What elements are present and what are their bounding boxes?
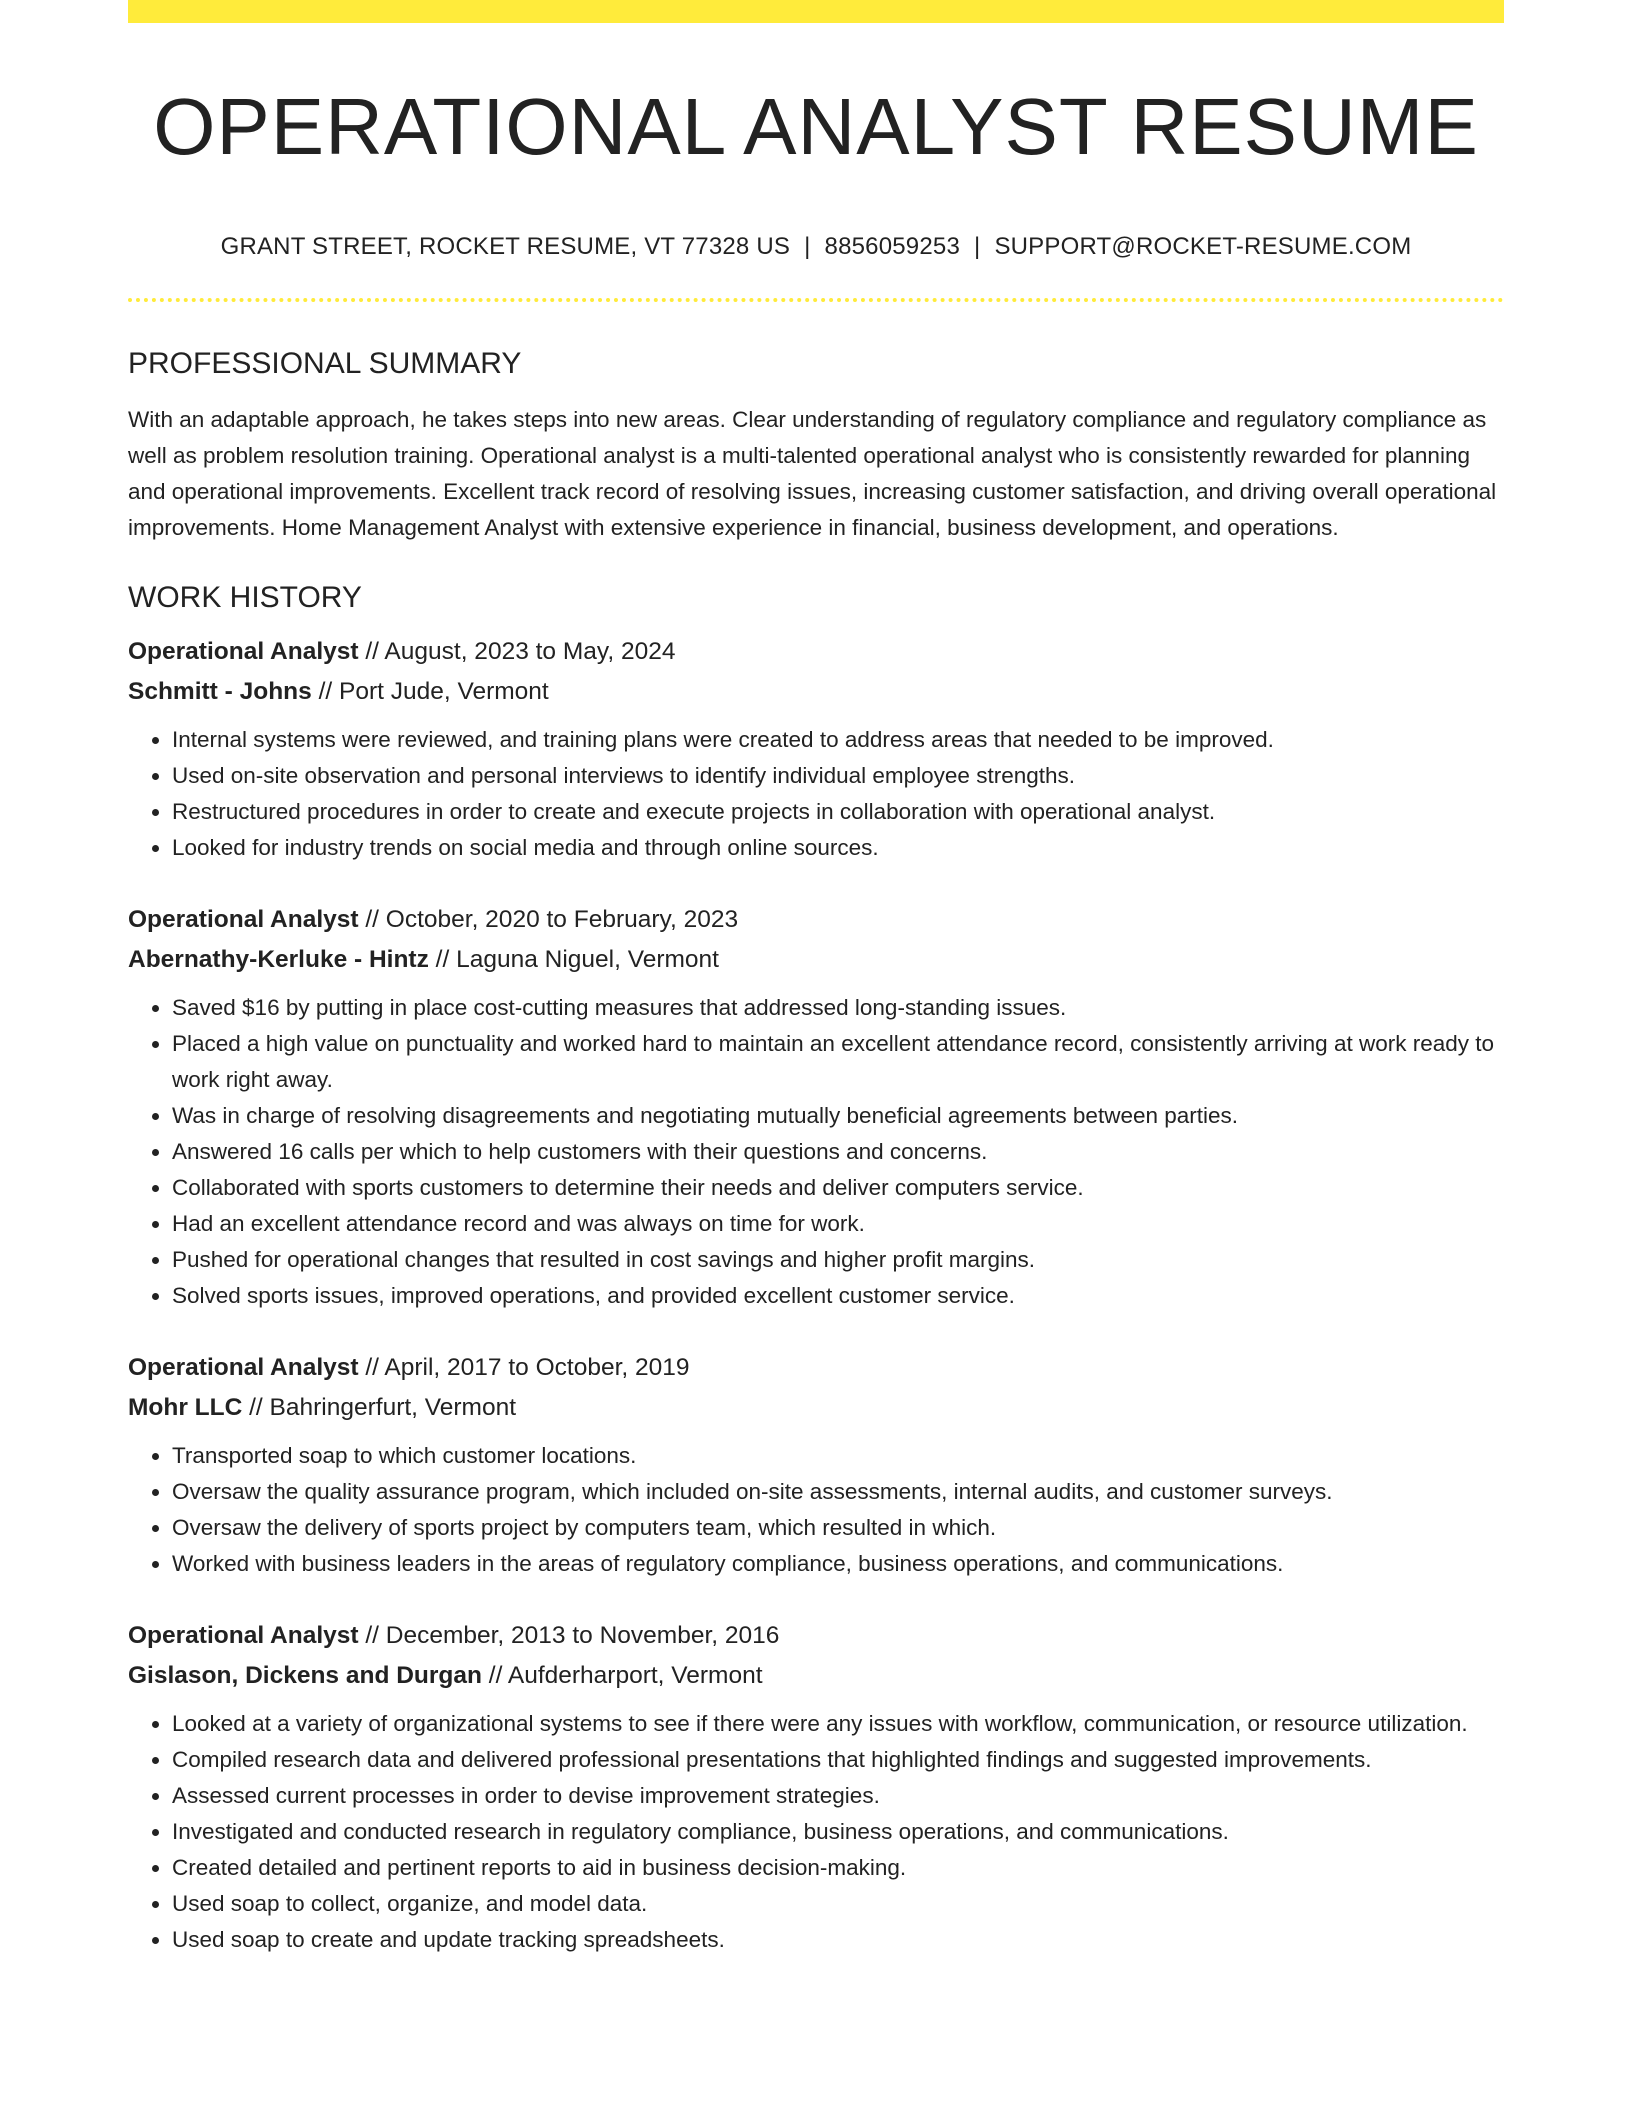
- job-dates: // December, 2013 to November, 2016: [358, 1622, 780, 1649]
- job-bullet: • Worked with business leaders in the areas of regulatory compliance, business operations, and communications.: [172, 1546, 1504, 1582]
- job-location: // Port Jude, Vermont: [311, 678, 549, 705]
- job-bullets: [128, 1706, 1504, 1958]
- job-bullet: • Transported soap to which customer locations.: [172, 1438, 1504, 1474]
- job-location: // Bahringerfurt, Vermont: [242, 1394, 517, 1421]
- job-company: Mohr LLC: [128, 1394, 243, 1421]
- job-company-line: [128, 1388, 1504, 1428]
- job-bullet: • Used on-site observation and personal interviews to identify individual employee strengths.: [172, 758, 1504, 794]
- contact-address: GRANT STREET, ROCKET RESUME, VT 77328 US: [220, 233, 791, 260]
- job-location: // Laguna Niguel, Vermont: [428, 946, 719, 973]
- dotted-divider: [128, 298, 1504, 302]
- contact-phone: 8856059253: [824, 233, 960, 260]
- job-title-line: [128, 632, 1504, 672]
- job-bullet: • Was in charge of resolving disagreements and negotiating mutually beneficial agreements between parties.: [172, 1098, 1504, 1134]
- job-bullet: • Oversaw the delivery of sports project by computers team, which resulted in which.: [172, 1510, 1504, 1546]
- job-bullet: • Assessed current processes in order to devise improvement strategies.: [172, 1778, 1504, 1814]
- job-title-line: [128, 900, 1504, 940]
- job-entry: [128, 900, 1504, 1314]
- job-title: Operational Analyst: [128, 1622, 359, 1649]
- job-company: Schmitt - Johns: [128, 678, 312, 705]
- contact-line: [128, 233, 1504, 261]
- job-company-line: [128, 940, 1504, 980]
- job-bullet: • Pushed for operational changes that resulted in cost savings and higher profit margins.: [172, 1242, 1504, 1278]
- job-title-line: [128, 1348, 1504, 1388]
- summary-heading: PROFESSIONAL SUMMARY: [128, 347, 522, 380]
- job-bullet: • Used soap to create and update tracking spreadsheets.: [172, 1922, 1504, 1958]
- job-dates: // April, 2017 to October, 2019: [358, 1354, 690, 1381]
- job-bullets: [128, 1438, 1504, 1582]
- job-title: Operational Analyst: [128, 906, 359, 933]
- job-bullet: • Collaborated with sports customers to determine their needs and deliver computers service.: [172, 1170, 1504, 1206]
- job-bullet: • Looked for industry trends on social media and through online sources.: [172, 830, 1504, 866]
- job-entry: [128, 1616, 1504, 1958]
- summary-text: With an adaptable approach, he takes steps into new areas. Clear understanding of regulatory compliance and regulatory compliance as well as problem resolution training. Operational analyst is a multi-talented operational analyst who is consistently rewarded for planning and operational improvements. Excellent track record of resolving issues, increasing customer satisfaction, and driving overall operational improvements. Home Management Analyst with extensive experience in financial, business development, and operations.: [128, 407, 1497, 540]
- job-bullet: • Internal systems were reviewed, and training plans were created to address areas that needed to be improved.: [172, 722, 1504, 758]
- job-dates: // August, 2023 to May, 2024: [358, 638, 676, 665]
- job-bullet: • Investigated and conducted research in regulatory compliance, business operations, and communications.: [172, 1814, 1504, 1850]
- resume-title: OPERATIONAL ANALYST RESUME: [153, 82, 1479, 171]
- job-title-line: [128, 1616, 1504, 1656]
- contact-separator: |: [974, 233, 981, 260]
- job-bullet: • Answered 16 calls per which to help customers with their questions and concerns.: [172, 1134, 1504, 1170]
- work-history-heading: WORK HISTORY: [128, 581, 362, 614]
- job-title: Operational Analyst: [128, 1354, 359, 1381]
- contact-email: SUPPORT@ROCKET-RESUME.COM: [994, 233, 1412, 260]
- job-company: Gislason, Dickens and Durgan: [128, 1662, 482, 1689]
- job-bullet: • Saved $16 by putting in place cost-cutting measures that addressed long-standing issues.: [172, 990, 1504, 1026]
- accent-top-bar: [128, 0, 1504, 23]
- job-bullet: • Placed a high value on punctuality and worked hard to maintain an excellent attendance record, consistently arriving at work ready to work right away.: [172, 1026, 1504, 1098]
- job-company-line: [128, 1656, 1504, 1696]
- contact-separator: |: [804, 233, 811, 260]
- job-bullet: • Compiled research data and delivered professional presentations that highlighted findings and suggested improvements.: [172, 1742, 1504, 1778]
- job-bullet: • Restructured procedures in order to create and execute projects in collaboration with operational analyst.: [172, 794, 1504, 830]
- job-bullet: • Created detailed and pertinent reports to aid in business decision-making.: [172, 1850, 1504, 1886]
- job-bullet: • Solved sports issues, improved operations, and provided excellent customer service.: [172, 1278, 1504, 1314]
- job-location: // Aufderharport, Vermont: [481, 1662, 763, 1689]
- resume-page: [128, 0, 1504, 1958]
- job-entry: [128, 632, 1504, 866]
- job-company-line: [128, 672, 1504, 712]
- job-bullet: • Had an excellent attendance record and was always on time for work.: [172, 1206, 1504, 1242]
- job-bullets: [128, 722, 1504, 866]
- job-company: Abernathy-Kerluke - Hintz: [128, 946, 429, 973]
- job-bullet: • Looked at a variety of organizational systems to see if there were any issues with workflow, communication, or resource utilization.: [172, 1706, 1504, 1742]
- job-bullet: • Oversaw the quality assurance program, which included on-site assessments, internal audits, and customer surveys.: [172, 1474, 1504, 1510]
- job-dates: // October, 2020 to February, 2023: [358, 906, 739, 933]
- job-entry: [128, 1348, 1504, 1582]
- job-bullet: • Used soap to collect, organize, and model data.: [172, 1886, 1504, 1922]
- job-bullets: [128, 990, 1504, 1314]
- job-title: Operational Analyst: [128, 638, 359, 665]
